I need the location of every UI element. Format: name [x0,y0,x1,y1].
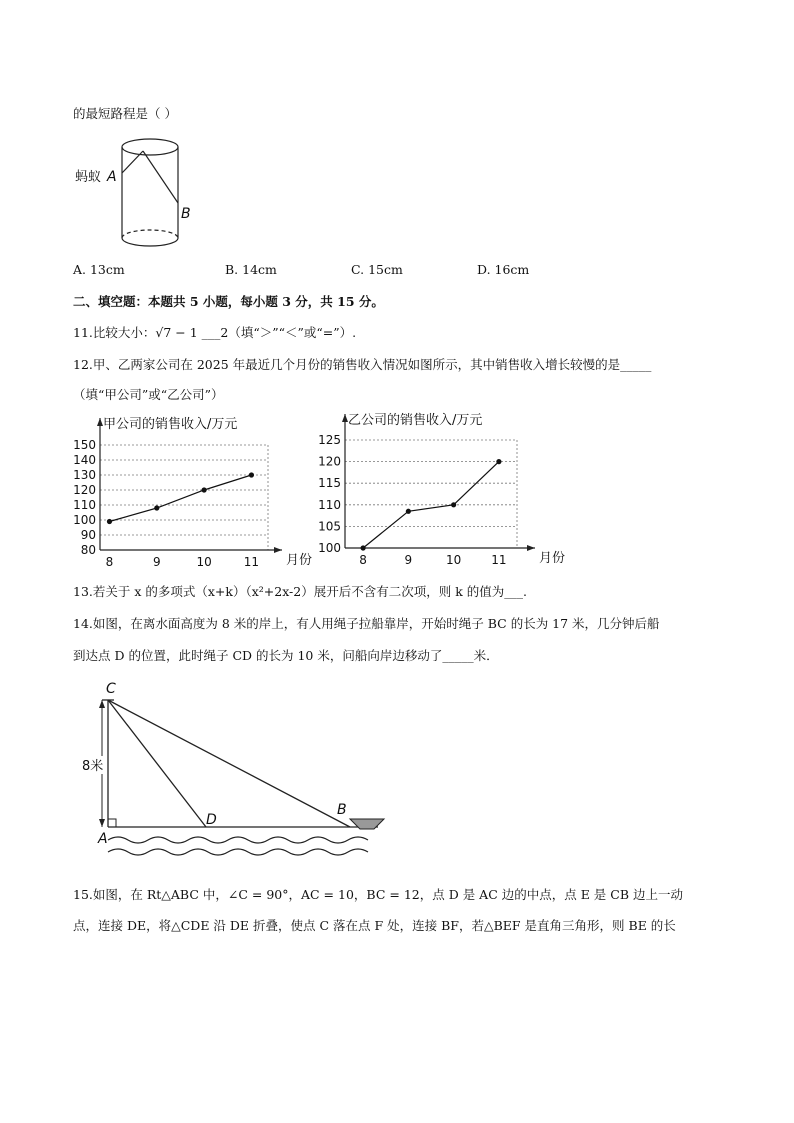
y-tick-label: 110 [73,498,96,512]
x-tick-label: 8 [359,553,367,567]
q14-line2: 到达点 D 的位置，此时绳子 CD 的长为 10 米，问船向岸边移动了_____米． [73,648,499,663]
y-tick-label: 80 [80,543,96,557]
x-axis-label: 月份 [286,553,313,568]
boat-rope-figure [78,680,398,870]
y-tick-label: 100 [318,541,341,555]
option-c: C. 15cm [351,262,403,277]
x-tick-label: 11 [243,555,260,569]
y-tick-label: 130 [73,468,96,482]
q12-line2: （填“甲公司”或“乙公司”） [73,387,224,402]
option-a: A. 13cm [73,262,125,277]
data-point [202,487,207,492]
y-tick-label: 120 [73,483,96,497]
x-axis-arrow [274,547,282,553]
q11-text: 11.比较大小：√7 − 1 ___2（填“＞”“＜”或“=”）. [73,325,357,340]
y-tick-label: 90 [80,528,96,542]
y-tick-label: 105 [318,519,341,534]
data-point [496,459,501,464]
chart-company-yi [305,408,566,570]
point-c-label: C [106,681,116,697]
option-d: D. 16cm [477,262,530,277]
data-point [361,545,366,550]
q15-line1: 15.如图，在 Rt△ABC 中，∠C = 90°，AC = 10，BC = 12，点 D 是 AC 边的中点，点 E 是 CB 边上一动 [73,887,683,902]
cylinder-figure [75,135,195,255]
x-tick-label: 8 [105,555,114,569]
chart-title: 甲公司的销售收入/万元 [103,417,238,432]
option-b: B. 14cm [225,262,277,277]
y-tick-label: 150 [73,438,96,452]
chart-title: 乙公司的销售收入/万元 [348,413,483,428]
x-axis-arrow [527,545,535,551]
q15-line2: 点，连接 DE，将△CDE 沿 DE 折叠，使点 C 落在点 F 处，连接 BF，若△BEF 是直角三角形，则 BE 的长 [73,918,676,933]
x-tick-label: 10 [196,555,212,569]
y-tick-label: 125 [318,433,341,447]
x-axis-label: 月份 [539,551,566,566]
q10-stem-tail: 的最短路程是（ ） [73,106,177,121]
y-tick-label: 110 [318,497,341,512]
x-tick-label: 10 [445,553,462,567]
y-tick-label: 100 [73,513,96,527]
chart-company-jia [70,410,313,570]
height-label: 8米 [82,759,104,774]
y-tick-label: 140 [73,453,96,467]
x-tick-label: 11 [491,553,507,567]
data-point [451,502,456,507]
ant-label: 蚂蚁 [75,170,102,185]
q14-line1: 14.如图，在离水面高度为 8 米的岸上，有人用绳子拉船靠岸，开始时绳子 BC 的长为 17 米，几分钟后船 [73,616,660,631]
q13-text: 13.若关于 x 的多项式（x+k）（x²+2x-2）展开后不含有二次项，则 k 的值为___. [73,584,527,599]
point-a-label: A [107,169,117,185]
point-a2-label: A [98,831,108,847]
point-d-label: D [206,812,217,828]
y-tick-label: 115 [318,476,341,491]
q12-line1: 12.甲、乙两家公司在 2025 年最近几个月份的销售收入情况如图所示，其中销售收入增长较慢的是_____ [73,357,652,372]
x-tick-label: 9 [152,555,161,569]
data-point [249,472,254,477]
series-line [109,475,251,522]
data-point [154,505,159,510]
section-heading: 二、填空题：本题共 5 小题，每小题 3 分，共 15 分。 [73,294,384,309]
point-b2-label: B [337,802,347,818]
y-tick-label: 120 [318,454,341,469]
data-point [406,509,411,514]
point-b-label: B [181,206,191,222]
x-tick-label: 9 [404,553,413,567]
data-point [107,519,112,524]
